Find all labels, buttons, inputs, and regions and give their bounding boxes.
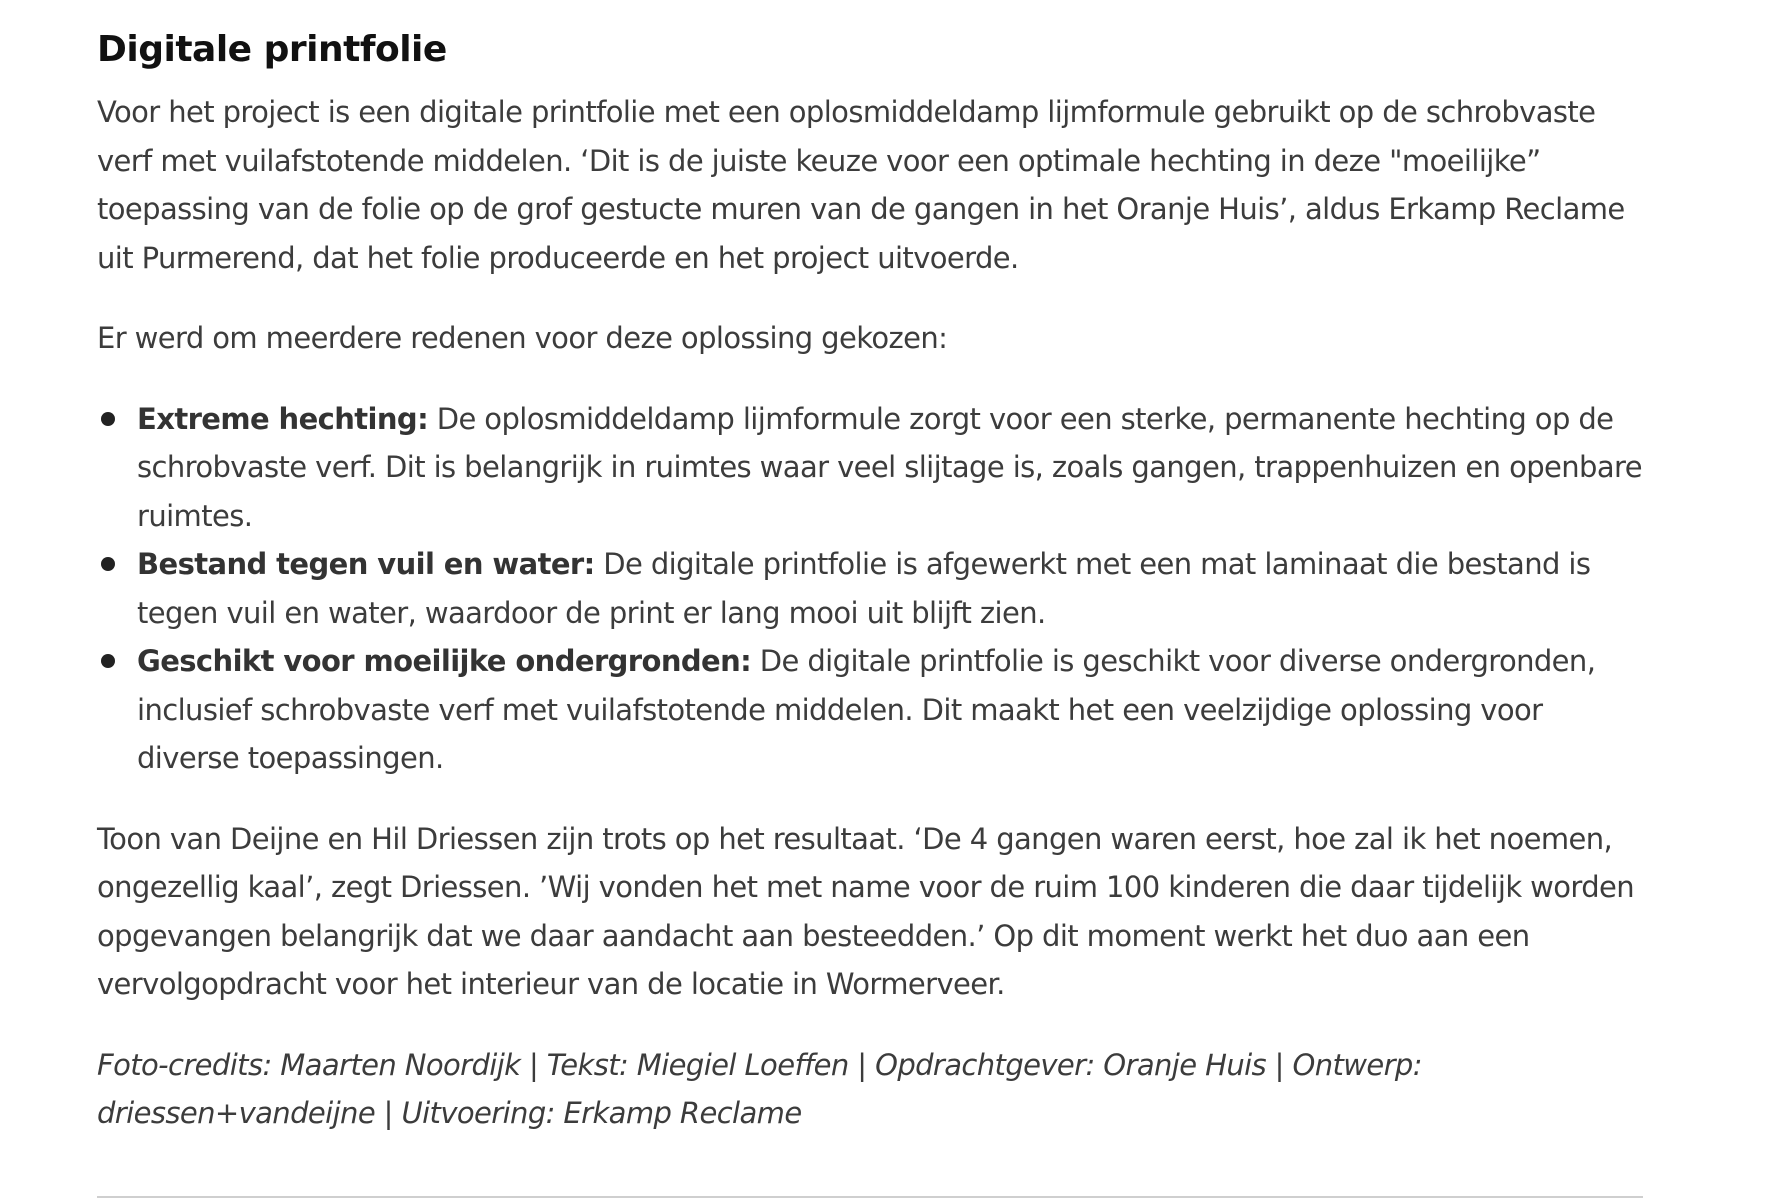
photo-credits: Foto-credits: Maarten Noordijk | Tekst: Miegiel Loeffen | Opdrachtgever: Oranje Huis | Ontwerp: driessen+vandeijne | Uitvoering: Erkamp Reclame [97,1047,1422,1130]
bullet-icon [101,412,115,426]
reasons-list [97,395,1643,783]
reason-title: Extreme hechting: [137,401,429,436]
intro-paragraph: Voor het project is een digitale printfolie met een oplosmiddeldamp lijmformule gebruikt op de schrobvaste verf met vuilafstotende middelen. ‘Dit is de juiste keuze voor een optimale hechting in deze "moeilijke” toepassing van de folie op de grof gestucte muren van de gangen in het Oranje Huis’, aldus Erkamp Reclame uit Purmerend, dat het folie produceerde en het project uitvoerde. [97,95,1625,275]
reason-title: Geschikt voor moeilijke ondergronden: [137,644,752,678]
section-heading: Digitale printfolie [97,29,447,70]
closing-paragraph: Toon van Deijne en Hil Driessen zijn trots op het resultaat. ‘De 4 gangen waren eerst, hoe zal ik het noemen, ongezellig kaal’, zegt Driessen. ’Wij vonden het met name voor de ruim 100 kinderen die daar tijdelijk worden opgevangen belangrijk dat we daar aandacht aan besteedden.’ Op dit moment werkt het duo aan een vervolgopdracht voor het interieur van de locatie in Wormerveer. [97,821,1635,1001]
list-item [97,395,1643,541]
reason-text: De oplosmiddeldamp lijmformule zorgt voor een sterke, permanente hechting op de schrobvaste verf. Dit is belangrijk in ruimtes waar veel slijtage is, zoals gangen, trappenhuizen en openbare ruimtes. [137,401,1642,533]
reason-text: De digitale printfolie is geschikt voor diverse ondergronden, inclusief schrobvaste verf met vuilafstotende middelen. Dit maakt het een veelzijdige oplossing voor diverse toepassingen. [137,644,1596,775]
list-item [97,540,1643,637]
list-item [97,637,1643,783]
reason-title: Bestand tegen vuil en water: [137,547,595,581]
bullet-icon [101,654,115,668]
reason-text: De digitale printfolie is afgewerkt met een mat laminaat die bestand is tegen vuil en water, waardoor de print er lang mooi uit blijft zien. [137,547,1591,630]
bullet-icon [101,557,115,571]
article-body [97,24,1643,1138]
reasons-intro: Er werd om meerdere redenen voor deze oplossing gekozen: [97,321,948,355]
